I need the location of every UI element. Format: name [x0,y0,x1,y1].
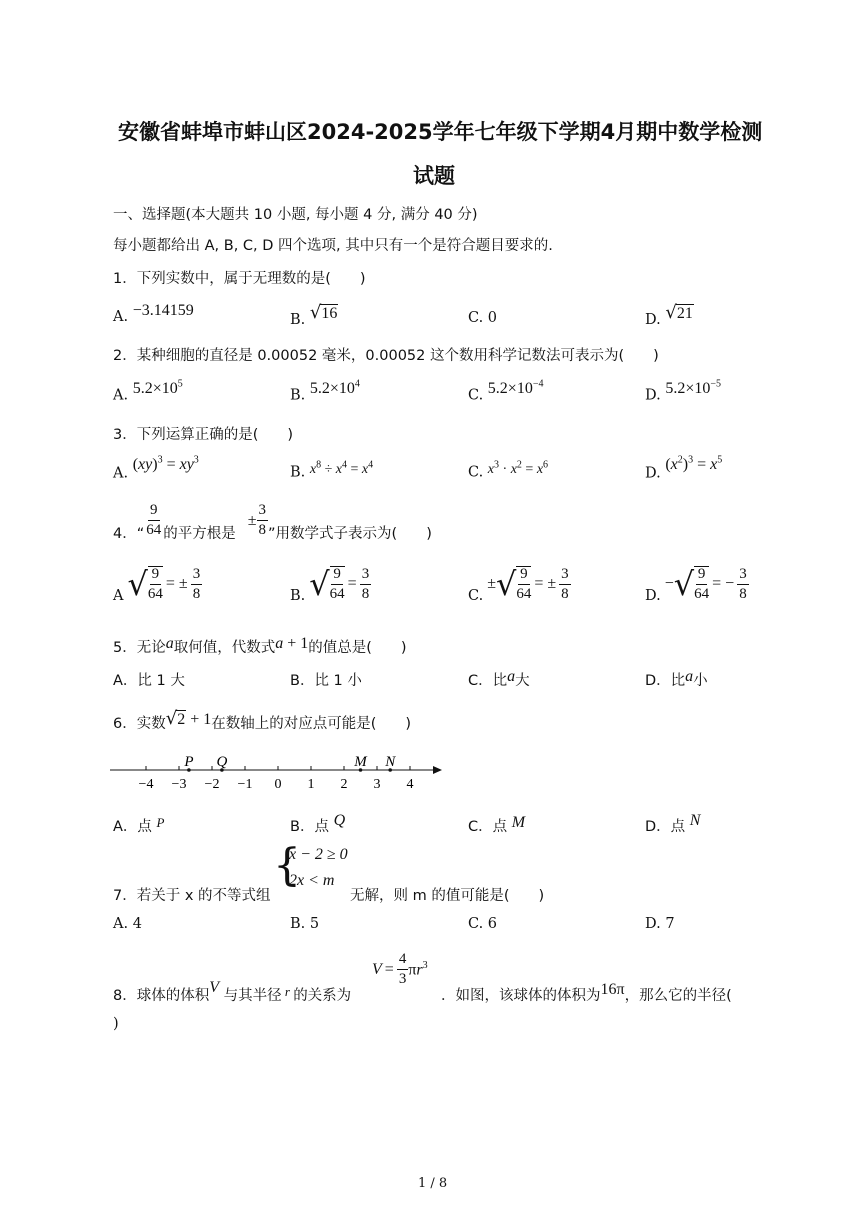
q6-option-a: A．点 P [113,815,165,835]
question-6-stem: 6．实数√2 + 1在数轴上的对应点可能是( ) [113,708,412,732]
number-line-point-label: M [354,754,367,770]
number-line-tick-label: 3 [373,777,381,792]
question-3-stem: 3．下列运算正确的是( ) [113,427,294,443]
number-line-point-label: N [385,754,396,770]
number-line-tick-label: −3 [171,777,187,792]
q2-option-a: A. $5.2\times 10^5$ [113,379,183,404]
question-8-stem-cont: ．如图，该球体的体积为16π，那么它的半径( [441,981,732,1004]
number-line-tick-label: −4 [138,777,154,792]
page-title-line2: 试题 [413,164,455,188]
q1-option-a: A. −3.14159 [113,302,194,325]
q3-option-a: A. $(xy)^3 = xy^3$ [113,455,199,482]
section-header: 一、选择题(本大题共 10 小题, 每小题 4 分, 满分 40 分) [113,207,478,223]
q5-option-d: D．比a小 [645,668,708,689]
section-instruction: 每小题都给出 A, B, C, D 四个选项, 其中只有一个是符合题目要求的. [113,238,553,254]
number-line-tick-label: −2 [204,777,220,792]
q2-option-b: B. $5.2\times 10^4$ [290,379,360,404]
q4-option-c: C. ± √ $\frac{9}{64}$ = ± $\frac{3}{8}$ [468,565,569,604]
q1-option-b: B. √16 [290,302,338,328]
question-1-stem: 1．下列实数中，属于无理数的是( ) [113,271,366,287]
number-line-points [183,754,396,772]
number-line-point-label: P [184,754,194,770]
q7-option-a: A. 4 [113,916,142,932]
q1-option-d: D. √21 [645,302,693,328]
q2-option-d: D. $5.2\times 10^{-5}$ [645,379,721,404]
question-7-stem-suffix: 无解，则 m 的值可能是( ) [350,888,545,904]
number-line-tick-label: 2 [340,777,348,792]
q7-option-d: D. 7 [645,916,675,932]
q5-option-c: C．比a大 [468,668,530,689]
q1-option-c: C. 0 [468,310,498,326]
question-8-stem: 8．球体的体积V 与其半径 r 的关系为 [113,979,352,1004]
question-5-stem: 5．无论a取何值，代数式a + 1的值总是( ) [113,635,407,656]
q5-option-a: A．比 1 大 [113,673,185,689]
q3-option-b: B. $x^8 \div x^4 = x^4$ [290,459,374,481]
q5-option-b: B．比 1 小 [290,673,362,689]
page-number: 1 / 8 [418,1176,448,1191]
q4-option-b: B. √ $\frac{9}{64}$ = $\frac{3}{8}$ [290,565,370,604]
question-7-stem-prefix: 7．若关于 x 的不等式组 [113,888,271,904]
number-line-point-label: Q [216,754,228,770]
number-line-tick-label: 1 [307,777,315,792]
number-line-tick-label: −1 [237,777,253,792]
q4-option-d: D. − √ $\frac{9}{64}$ = − $\frac{3}{8}$ [645,565,747,604]
q3-option-d: D. $(x^2)^3 = x^5$ [645,455,723,482]
number-line [108,748,448,794]
q6-option-c: C．点 M [468,814,526,835]
question-4-stem: 4．“ $\frac{9}{64}$ 的平方根是 ± $\frac{3}{8}$ ”用数学式子表示为( ) [113,502,432,542]
number-line-tick-label: 4 [406,777,414,792]
q7-option-c: C. 6 [468,916,498,932]
q7-option-b: B. 5 [290,916,320,932]
q8-volume-formula: V = $\frac{4}{3}$ $\pi r^3$ [372,951,428,987]
q2-option-c: C. $5.2\times 10^{-4}$ [468,379,544,404]
q6-option-d: D．点 N [645,812,701,835]
number-line-arrow [433,766,442,774]
q4-option-a: A √ $\frac{9}{64}$ = ± $\frac{3}{8}$ [113,565,201,604]
number-line-tick-label: 0 [274,777,282,792]
question-2-stem: 2．某种细胞的直径是 0.00052 毫米，0.00052 这个数用科学记数法可表示为( ) [113,348,659,364]
q6-option-b: B．点 Q [290,812,346,835]
page-title: 安徽省蚌埠市蚌山区2024-2025学年七年级下学期4月期中数学检测 [118,120,763,144]
q3-option-c: C. $x^3 \cdot x^2 = x^6$ [468,459,549,481]
question-8-stem-line2: ) [113,1016,119,1032]
